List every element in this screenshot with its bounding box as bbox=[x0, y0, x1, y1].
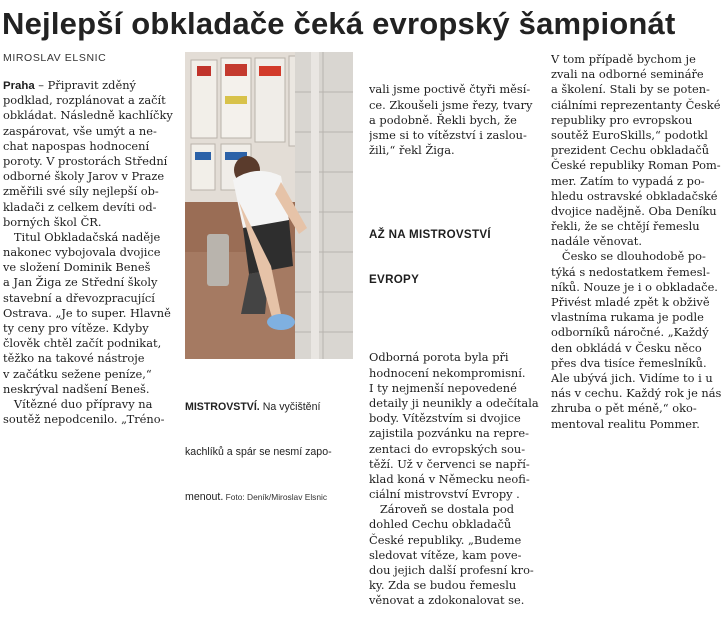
col1-line: obkládat. Následně kachlíčky bbox=[3, 108, 173, 123]
col3b-line: I ty nejmenší nepovedené bbox=[369, 380, 517, 395]
col1-line: Vítězné duo přípravy na bbox=[3, 396, 153, 411]
col3b-line: sledovat vítěze, kam pove- bbox=[369, 547, 522, 562]
col3b-line: zajistila pozvánku na repre- bbox=[369, 426, 529, 441]
col4-line: níků. Nouze je i o obkladače. bbox=[551, 279, 718, 294]
col4-line: Ale ubývá jich. Vidíme to i u bbox=[551, 370, 713, 385]
caption-line-1: Na vyčištění bbox=[259, 401, 321, 413]
col4-line: V tom případě bychom je bbox=[551, 52, 696, 66]
col4-line: nadále věnovat. bbox=[551, 234, 643, 249]
col3b-line: zentaci do evropských sou- bbox=[369, 441, 526, 456]
col4-line: zvali na odborné semináře bbox=[551, 67, 704, 82]
col3a-line: ce. Zkoušeli jsme řezy, tvary bbox=[369, 97, 533, 112]
col4-line: Česko se dlouhodobě po- bbox=[551, 249, 706, 264]
col3b-line: klad koná v Německu neofi- bbox=[369, 471, 530, 486]
col1-line: Ostrava. „Je to super. Hlavně bbox=[3, 305, 171, 320]
col3b-line: Zároveň se dostala pod bbox=[369, 502, 515, 517]
col3b-line: body. Vítězstvím si dvojice bbox=[369, 411, 521, 426]
col4-line: ciálními reprezentanty České bbox=[551, 97, 721, 112]
col1-line: neskrýval nadšení Beneš. bbox=[3, 381, 150, 396]
dateline-location: Praha bbox=[3, 80, 35, 92]
col1-line bbox=[3, 78, 178, 93]
col3a-line: a podobně. Řekli bych, že bbox=[369, 112, 517, 127]
col4-line: mer. Zatím to vypadá z po- bbox=[551, 173, 705, 188]
col1-line: stavební a dřevozpracující bbox=[3, 290, 155, 305]
col3b-line: Odborná porota byla při bbox=[369, 350, 509, 365]
col3a-line: vali jsme poctivě čtyři měsí- bbox=[369, 82, 531, 97]
col3b-line: dou jejich další profesní kro- bbox=[369, 563, 534, 577]
col4-line: odborníků náročné. „Každý bbox=[551, 325, 709, 340]
col1-line: zaspárovat, vše umýt a ne- bbox=[3, 123, 157, 138]
col3b-line: dohled Cechu obkladačů bbox=[369, 517, 512, 532]
col1-line: člověk chtěl začít podnikat, bbox=[3, 336, 162, 351]
col1-line: nakonec vybojovala dvojice bbox=[3, 245, 161, 260]
col4-line: Přivést mladé zpět k obživě bbox=[551, 295, 710, 309]
col1-line: odborné školy Jarov v Praze bbox=[3, 169, 165, 184]
col3b-line: detaily ji neunikly a odečítala bbox=[369, 395, 539, 410]
col3a-line: žili,“ řekl Žiga. bbox=[369, 143, 455, 158]
col4-line: den obkládá v Česku něco bbox=[551, 340, 702, 355]
col3b-line: hodnocení nekompromisní. bbox=[369, 365, 526, 380]
col1-line: těžko na takové nástroje bbox=[3, 351, 145, 366]
col3a-line: jsme si to vítězství i zaslou- bbox=[369, 127, 527, 142]
col1-line: ty ceny pro vítěze. Kdyby bbox=[3, 321, 149, 335]
col4-line: České republiky Roman Pom- bbox=[551, 158, 721, 173]
col1-line: v začátku sežene peníze,“ bbox=[3, 366, 152, 381]
caption-head: MISTROVSTVÍ. bbox=[185, 401, 260, 413]
col4-line: dvojice nadějně. Oba Deníku bbox=[551, 203, 717, 218]
col1-line: ve složení Dominik Beneš bbox=[3, 260, 151, 275]
article-headline: Nejlepší obkladače čeká evropský šampionát bbox=[2, 6, 676, 41]
col1-line: soutěž nepodcenilo. „Tréno- bbox=[3, 412, 165, 427]
article-column-4 bbox=[551, 52, 727, 432]
section-subhead-line-2: EVROPY bbox=[369, 272, 420, 286]
col1-line: a Jan Žiga ze Střední školy bbox=[3, 275, 158, 290]
col4-line: mentoval realitu Pommer. bbox=[551, 416, 700, 431]
col1-line: poroty. V prostorách Střední bbox=[3, 153, 168, 168]
col4-line: republiky pro evropskou bbox=[551, 112, 693, 127]
col1-line: podklad, rozplánovat a začít bbox=[3, 93, 166, 108]
article-photo bbox=[185, 52, 353, 359]
col4-line: řekli, že se chtějí řemeslu bbox=[551, 219, 700, 234]
photo-credit: Foto: Deník/Miroslav Elsnic bbox=[223, 492, 328, 503]
col1-first-line-text: – Připravit zděný bbox=[34, 78, 136, 92]
col1-line: borných škol ČR. bbox=[3, 214, 102, 229]
col4-line: týká s nedostatkem řemesl- bbox=[551, 264, 710, 279]
worker-tiling-photo-icon bbox=[185, 52, 353, 359]
article-column-1 bbox=[3, 78, 178, 427]
caption-line-2: kachlíků a spár se nesmí zapo- bbox=[185, 446, 332, 459]
article-column-3 bbox=[369, 52, 539, 624]
photo-caption bbox=[185, 370, 357, 521]
col4-line: vlastníma rukama je podle bbox=[551, 310, 704, 325]
col4-line: soutěž EuroSkills,“ podotkl bbox=[551, 127, 708, 142]
col4-line: a školení. Stali by se poten- bbox=[551, 82, 710, 97]
col3b-line: věnovat a zdokonalovat se. bbox=[369, 593, 525, 608]
col1-line: kladači z celkem devíti od- bbox=[3, 199, 157, 214]
caption-line-3: menout. bbox=[185, 491, 224, 504]
col3b-line: ciální mistrovství Evropy . bbox=[369, 487, 520, 502]
col3b-line: těží. Už v červenci se napří- bbox=[369, 456, 530, 471]
col1-line: chat napospas hodnocení bbox=[3, 138, 150, 153]
col4-line: přes dva tisíce řemeslníků. bbox=[551, 355, 707, 370]
col1-line: Titul Obkladačská naděje bbox=[3, 229, 161, 244]
article-byline: MIROSLAV ELSNIC bbox=[3, 52, 107, 64]
col1-line: změřili své síly nejlepší ob- bbox=[3, 184, 159, 199]
col3b-line: České republiky. „Budeme bbox=[369, 532, 522, 547]
col4-line: nás v cechu. Každý rok je nás bbox=[551, 386, 722, 401]
section-subhead-line-1: AŽ NA MISTROVSTVÍ bbox=[369, 228, 491, 242]
col3b-line: ky. Zda se budou řemeslu bbox=[369, 578, 517, 593]
col4-line: hledu ostravské obkladačské bbox=[551, 188, 718, 203]
col4-line: prezident Cechu obkladačů bbox=[551, 143, 710, 158]
col4-line: zhruba o pět méně,“ oko- bbox=[551, 401, 697, 416]
